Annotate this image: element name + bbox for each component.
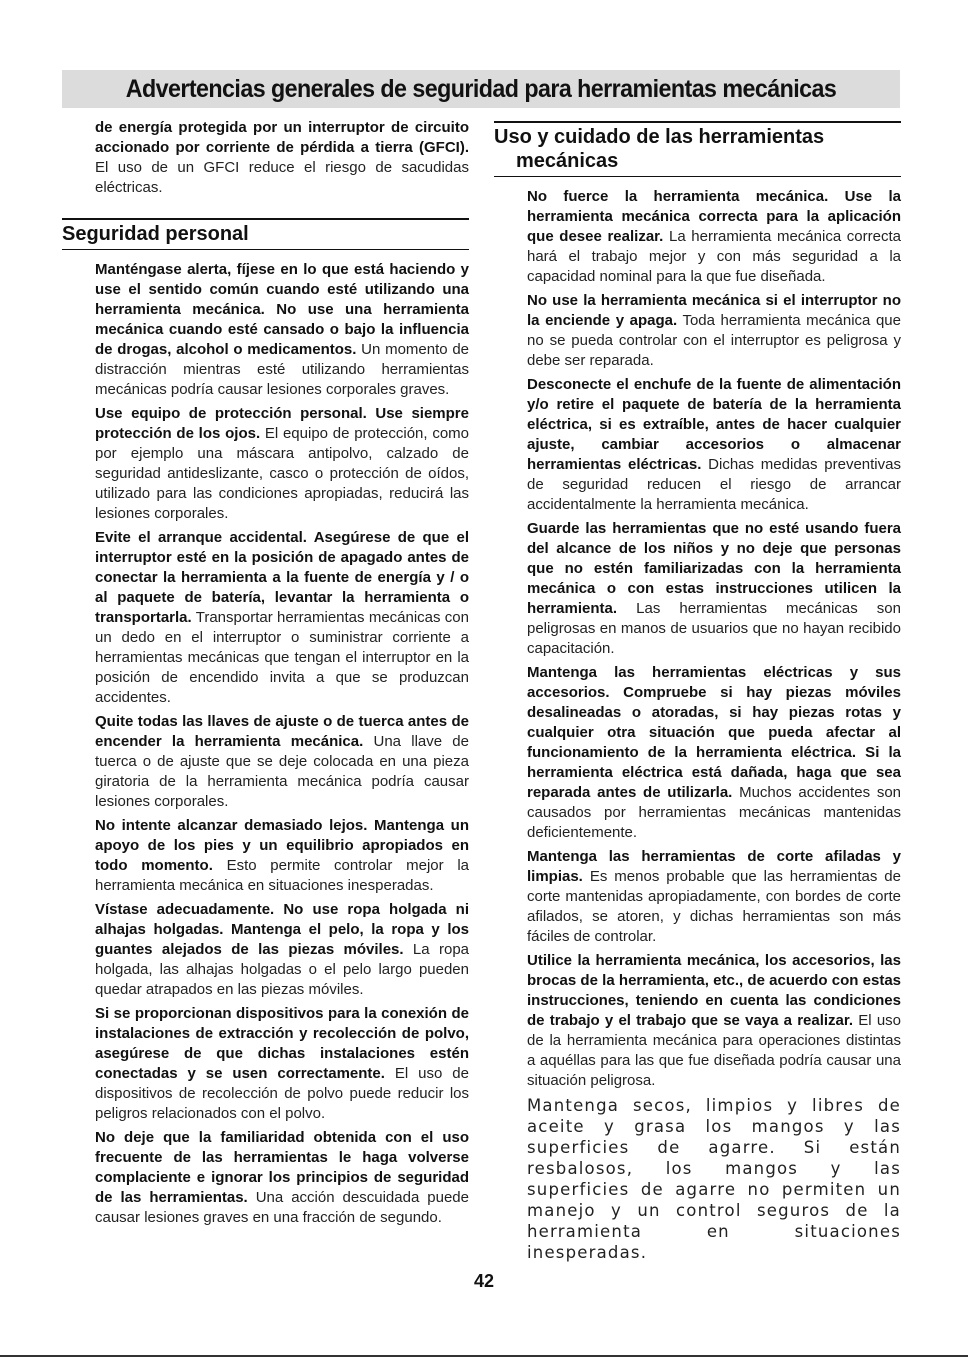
item-text: Dichas medidas preventivas de seguridad reducen el riesgo de arrancar accidentalmente la herramienta mecánica. <box>527 456 901 513</box>
item-text: La herramienta mecánica correcta hará el trabajo mejor y con más seguridad a la capacidad nominal para la que fue diseñada. <box>527 228 901 285</box>
list-item <box>62 404 469 524</box>
item-lead: Mantenga las herramientas de corte afiladas y limpias. <box>527 848 901 885</box>
page-banner <box>62 70 900 108</box>
section-header-tool-use-care <box>494 121 901 177</box>
item-text: Una acción descuidada puede causar lesiones graves en una fracción de segundo. <box>95 1189 469 1226</box>
item-text: Un momento de distracción mientras esté utilizando herramientas mecánicas podría causar lesiones corporales graves. <box>95 341 470 398</box>
item-lead: Vístase adecuadamente. No use ropa holgada ni alhajas holgadas. Mantenga el pelo, la ropa y los guantes alejados de las piezas móviles. <box>95 901 469 958</box>
list-item <box>62 900 469 1000</box>
item-text: Esto permite controlar mejor la herramienta mecánica en situaciones inesperadas. <box>95 857 469 894</box>
section-title-line2: mecánicas <box>516 150 619 172</box>
list-item <box>494 375 901 515</box>
item-lead: No deje que la familiaridad obtenida con el uso frecuente de las herramientas le haga volverse complaciente e ignorar los principios de seguridad de las herramientas. <box>95 1129 469 1206</box>
list-item <box>62 528 469 708</box>
list-item <box>62 712 469 812</box>
intro-body: El uso de un GFCI reduce el riesgo de sacudidas eléctricas. <box>95 159 469 196</box>
list-item <box>494 519 901 659</box>
item-text: El uso de la herramienta mecánica para operaciones distintas a aquéllas para las que fue diseñada podría causar una situación peligrosa. <box>527 1012 902 1089</box>
list-item <box>494 291 901 371</box>
item-text: Una llave de tuerca o de ajuste que se deje colocada en una pieza giratoria de la herramienta mecánica podría causar lesiones corporales. <box>95 733 469 810</box>
section-title-line1: Uso y cuidado de las herramientas <box>494 126 825 148</box>
right-column <box>494 118 901 1263</box>
item-lead: Evite el arranque accidental. Asegúrese de que el interruptor esté en la posición de apagado antes de conectar la herramienta a la fuente de energía y / o al paquete de batería, levantar la herramienta o transportarla. <box>95 529 469 626</box>
item-text: El equipo de protección, como por ejemplo una máscara antipolvo, calzado de seguridad antideslizante, casco o protección de oídos, utilizado para las condiciones apropiadas, reducirá las lesiones corporales. <box>95 425 470 522</box>
item-text: Transportar herramientas mecánicas con un dedo en el interruptor o suministrar corriente a herramientas mecánicas que tengan el interruptor en la posición de encendido invita a que se produzcan accidentes. <box>95 609 469 706</box>
item-lead: Guarde las herramientas que no esté usando fuera del alcance de los niños y no deje que personas que no estén familiarizadas con la herramienta mecánica o con estas instrucciones utilicen la herramienta. <box>527 520 901 617</box>
list-item <box>62 1128 469 1228</box>
item-lead: Quite todas las llaves de ajuste o de tuerca antes de encender la herramienta mecánica. <box>95 713 469 750</box>
intro-bold: de energía protegida por un interruptor de circuito accionado por corriente de pérdida a tierra (GFCI). <box>95 119 469 156</box>
item-lead: Si se proporcionan dispositivos para la conexión de instalaciones de extracción y recolección de polvo, asegúrese de que dichas instalaciones estén conectadas y se usen correctamente. <box>95 1005 469 1082</box>
list-item <box>494 951 901 1091</box>
item-text: Es menos probable que las herramientas de corte mantenidas apropiadamente, con bordes de corte afilados, se atoren, y dichas herramientas son más fáciles de controlar. <box>527 868 901 945</box>
bottom-rule <box>0 1355 968 1357</box>
item-text: Las herramientas mecánicas son peligrosas en manos de usuarios que no hayan recibido capacitación. <box>527 600 901 657</box>
item-lead: Utilice la herramienta mecánica, los accesorios, las brocas de la herramienta, etc., de acuerdo con estas instrucciones, teniendo en cuenta las condiciones de trabajo y el trabajo que se vaya a realizar. <box>527 952 901 1029</box>
personal-safety-list <box>62 260 469 1228</box>
list-item <box>494 663 901 843</box>
item-lead: Use equipo de protección personal. Use siempre protección de los ojos. <box>95 405 469 442</box>
closing-paragraph: Mantenga secos, limpios y libres de aceite y grasa los mangos y las superficies de agarre. Si están resbalosos, los mangos y las superficies de agarre no permiten un manejo y un control seguros de la herramienta en situaciones inesperadas. <box>527 1096 901 1262</box>
section-header-personal-safety <box>62 218 469 250</box>
page-number: 42 <box>473 1271 495 1291</box>
item-text: Toda herramienta mecánica que no se pueda controlar con el interruptor es peligrosa y debe ser reparada. <box>527 312 901 369</box>
closing-paragraph-wrap <box>494 1095 901 1263</box>
item-text: La ropa holgada, las alhajas holgadas o el pelo largo pueden quedar atrapados en las piezas móviles. <box>95 941 469 998</box>
item-lead: No intente alcanzar demasiado lejos. Mantenga un apoyo de los pies y un equilibrio apropiados en todo momento. <box>95 817 469 874</box>
section-title: Seguridad personal <box>62 223 249 245</box>
list-item <box>62 260 469 400</box>
intro-paragraph <box>62 118 469 198</box>
item-lead: Desconecte el enchufe de la fuente de alimentación y/o retire el paquete de batería de la herramienta eléctrica, si es extraíble, antes de hacer cualquier ajuste, cambiar accesorios o almacenar herramientas eléctricas. <box>527 376 901 473</box>
tool-care-list <box>494 187 901 1263</box>
item-lead: No fuerce la herramienta mecánica. Use la herramienta mecánica correcta para la aplicación que desee realizar. <box>527 188 901 245</box>
item-text: Muchos accidentes son causados por herramientas mecánicas mantenidas deficientemente. <box>527 784 901 841</box>
item-lead: Manténgase alerta, fíjese en lo que está haciendo y use el sentido común cuando esté utilizando una herramienta mecánica. No use una herramienta mecánica cuando esté cansado o bajo la influencia de drogas, alcohol o medicamentos. <box>95 261 469 358</box>
item-lead: Mantenga las herramientas eléctricas y sus accesorios. Compruebe si hay piezas móviles desalineadas o atoradas, si hay piezas rotas y cualquier otra situación que pueda afectar al funcionamiento de la herramienta eléctrica. Si la herramienta eléctrica está dañada, haga que sea reparada antes de utilizarla. <box>527 664 901 801</box>
list-item <box>62 1004 469 1124</box>
item-lead: No use la herramienta mecánica si el interruptor no la enciende y apaga. <box>527 292 901 329</box>
page-title: Advertencias generales de seguridad para herramientas mecánicas <box>125 75 837 103</box>
list-item <box>494 187 901 287</box>
left-column <box>62 118 469 1232</box>
list-item <box>62 816 469 896</box>
item-text: El uso de dispositivos de recolección de polvo puede reducir los peligros relacionados con el polvo. <box>95 1065 469 1122</box>
list-item <box>494 847 901 947</box>
section-title <box>494 125 901 173</box>
